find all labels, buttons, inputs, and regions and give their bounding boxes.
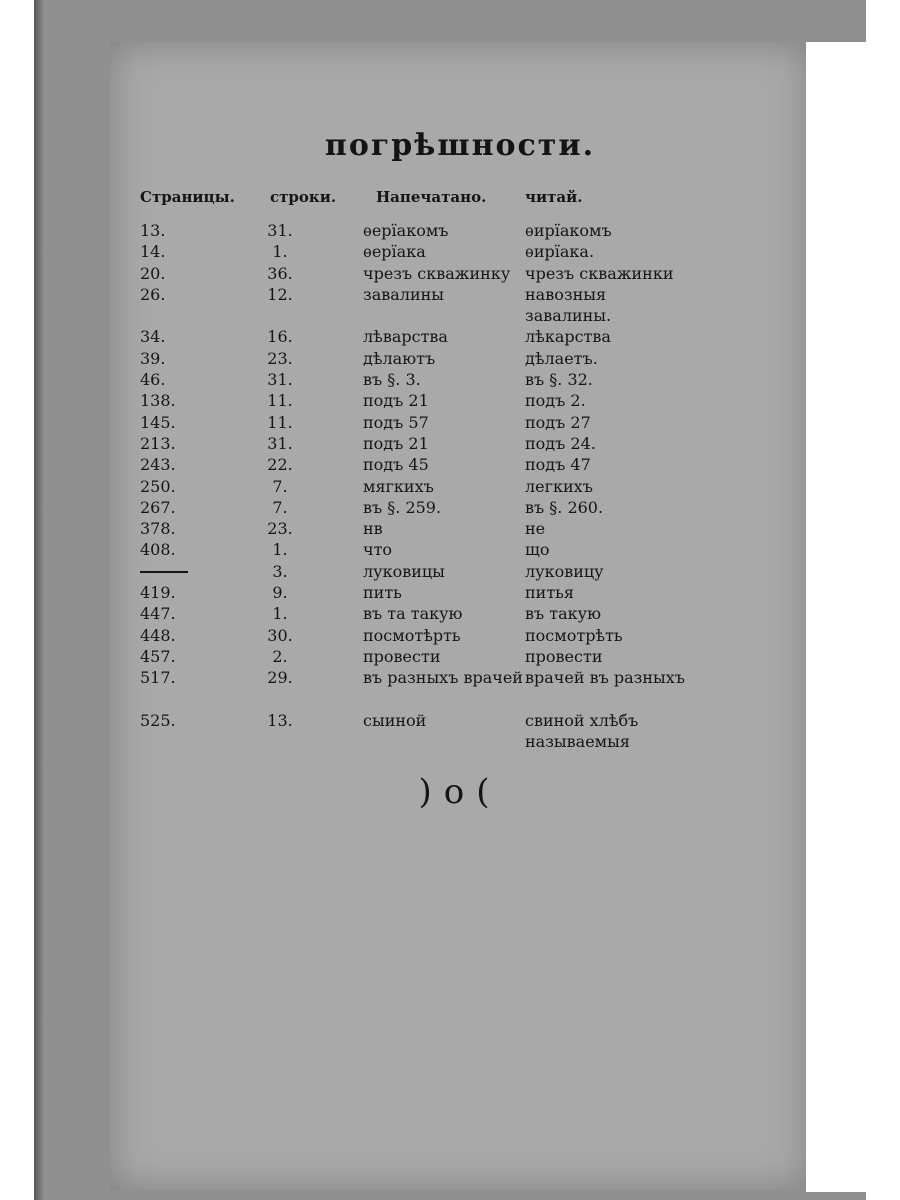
row-line-number: 31. (267, 221, 293, 240)
row-printed-text: въ §. 3. (363, 370, 421, 390)
row-printed-text: въ та такую (363, 604, 463, 624)
row-page-number: 46. (140, 370, 166, 390)
errata-row (130, 369, 690, 390)
row-correct-text: ѳирїака. (525, 242, 595, 262)
row-line-number: 31. (267, 370, 293, 390)
errata-row (130, 476, 690, 497)
row-line-number: 7. (272, 476, 288, 496)
row-page-number: 408. (140, 540, 176, 560)
row-line-number: 12. (267, 284, 293, 304)
row-page-number: 267. (140, 497, 176, 517)
row-printed-text: подъ 45 (363, 455, 429, 475)
row-line-number: 22. (267, 455, 293, 475)
row-correct-text: провести (525, 646, 603, 666)
row-printed-text: лѣварства (363, 327, 448, 347)
row-line-number: 29. (267, 668, 293, 688)
row-correct-text: подъ 2. (525, 391, 586, 411)
row-line-number: 23. (267, 519, 293, 539)
row-printed-text: дѣлаютъ (363, 348, 436, 368)
errata-row (130, 625, 690, 646)
row-page-number: 525. (140, 710, 176, 730)
errata-row (130, 603, 690, 624)
errata-row (130, 433, 690, 454)
row-page-number: 34. (140, 327, 166, 347)
errata-row (130, 348, 690, 369)
row-printed-text: ѳерїака (363, 242, 426, 262)
row-printed-text: что (363, 540, 393, 560)
row-page-number: 138. (140, 391, 176, 411)
row-line-number: 11. (267, 412, 293, 432)
row-page-number: 14. (140, 242, 166, 262)
row-page-number: 517. (140, 668, 176, 688)
row-page-number: 378. (140, 519, 176, 539)
row-page-number: 243. (140, 455, 176, 475)
errata-row (130, 710, 690, 753)
row-correct-text: що (525, 540, 550, 560)
row-page-number: 457. (140, 646, 176, 666)
row-correct-text: врачей въ разныхъ (525, 668, 685, 688)
header-pages: Страницы. (140, 188, 235, 206)
row-correct-text: свиной хлѣбъ называемыя (525, 710, 639, 752)
errata-row (130, 518, 690, 539)
row-printed-text: подъ 57 (363, 412, 429, 432)
row-line-number: 3. (272, 561, 288, 581)
errata-row (130, 241, 690, 262)
row-printed-text: посмотѣрть (363, 625, 461, 645)
row-correct-text: подъ 27 (525, 412, 591, 432)
row-printed-text: подъ 21 (363, 391, 429, 411)
errata-row (130, 582, 690, 603)
row-correct-text: подъ 47 (525, 455, 591, 475)
row-correct-text: луковицу (525, 561, 604, 581)
row-line-number: 1. (272, 242, 288, 262)
page-folio: )о( (418, 772, 502, 812)
scan-left-edge (34, 0, 44, 1200)
row-printed-text: луковицы (363, 561, 445, 581)
row-printed-text: въ разныхъ врачей (363, 668, 523, 688)
row-correct-text: питья (525, 583, 574, 603)
errata-row (130, 284, 690, 327)
errata-table (130, 220, 690, 752)
errata-row (130, 539, 690, 560)
row-printed-text: сыиной (363, 710, 427, 730)
row-page-number: 39. (140, 348, 166, 368)
row-page-number: 20. (140, 263, 166, 283)
row-page-number: 447. (140, 604, 176, 624)
errata-row (130, 220, 690, 241)
row-printed-text: подъ 21 (363, 433, 429, 453)
header-printed: Напечатано. (376, 188, 487, 206)
errata-row (130, 412, 690, 433)
row-page-number: 26. (140, 284, 166, 304)
row-correct-text: въ §. 32. (525, 370, 593, 390)
row-page-number: 250. (140, 476, 176, 496)
row-correct-text: дѣлаетъ. (525, 348, 598, 368)
row-printed-text: завалины (363, 284, 445, 304)
errata-row (130, 326, 690, 347)
row-correct-text: легкихъ (525, 476, 593, 496)
errata-row (130, 390, 690, 411)
row-printed-text: ѳерїакомъ (363, 221, 449, 240)
row-correct-text: навозныя завалины. (525, 284, 612, 326)
row-printed-text: чрезъ скважинку (363, 263, 511, 283)
row-page-number: 13. (140, 221, 166, 240)
row-line-number: 11. (267, 391, 293, 411)
row-line-number: 36. (267, 263, 293, 283)
header-read: читай. (525, 188, 583, 206)
errata-row (130, 561, 690, 582)
row-line-number: 16. (267, 327, 293, 347)
row-line-number: 1. (272, 604, 288, 624)
row-page-number: 448. (140, 625, 176, 645)
scan-right-margin (806, 42, 866, 1192)
row-correct-text: не (525, 519, 546, 539)
row-printed-text: провести (363, 646, 441, 666)
row-correct-text: подъ 24. (525, 433, 596, 453)
row-line-number: 13. (267, 710, 293, 730)
row-correct-text: посмотрѣть (525, 625, 623, 645)
row-line-number: 9. (272, 583, 288, 603)
errata-row (130, 497, 690, 518)
row-correct-text: лѣкарства (525, 327, 611, 347)
errata-row (130, 263, 690, 284)
row-line-number: 7. (272, 497, 288, 517)
row-line-number: 30. (267, 625, 293, 645)
row-printed-text: въ §. 259. (363, 497, 442, 517)
row-line-number: 2. (272, 646, 288, 666)
header-lines: строки. (270, 188, 337, 206)
row-correct-text: ѳирїакомъ (525, 221, 612, 240)
page-title: погрѣшности. (324, 128, 596, 163)
errata-row (130, 667, 690, 710)
row-correct-text: чрезъ скважинки (525, 263, 674, 283)
row-correct-text: въ §. 260. (525, 497, 604, 517)
row-printed-text: пить (363, 583, 402, 603)
row-line-number: 31. (267, 433, 293, 453)
row-line-number: 1. (272, 540, 288, 560)
errata-row (130, 646, 690, 667)
row-page-number: 213. (140, 433, 176, 453)
row-printed-text: мягкихъ (363, 476, 434, 496)
row-printed-text: нв (363, 519, 383, 539)
row-line-number: 23. (267, 348, 293, 368)
errata-row (130, 454, 690, 475)
row-page-number: 419. (140, 583, 176, 603)
row-page-number: 145. (140, 412, 176, 432)
ditto-dash (140, 561, 210, 582)
row-correct-text: въ такую (525, 604, 602, 624)
